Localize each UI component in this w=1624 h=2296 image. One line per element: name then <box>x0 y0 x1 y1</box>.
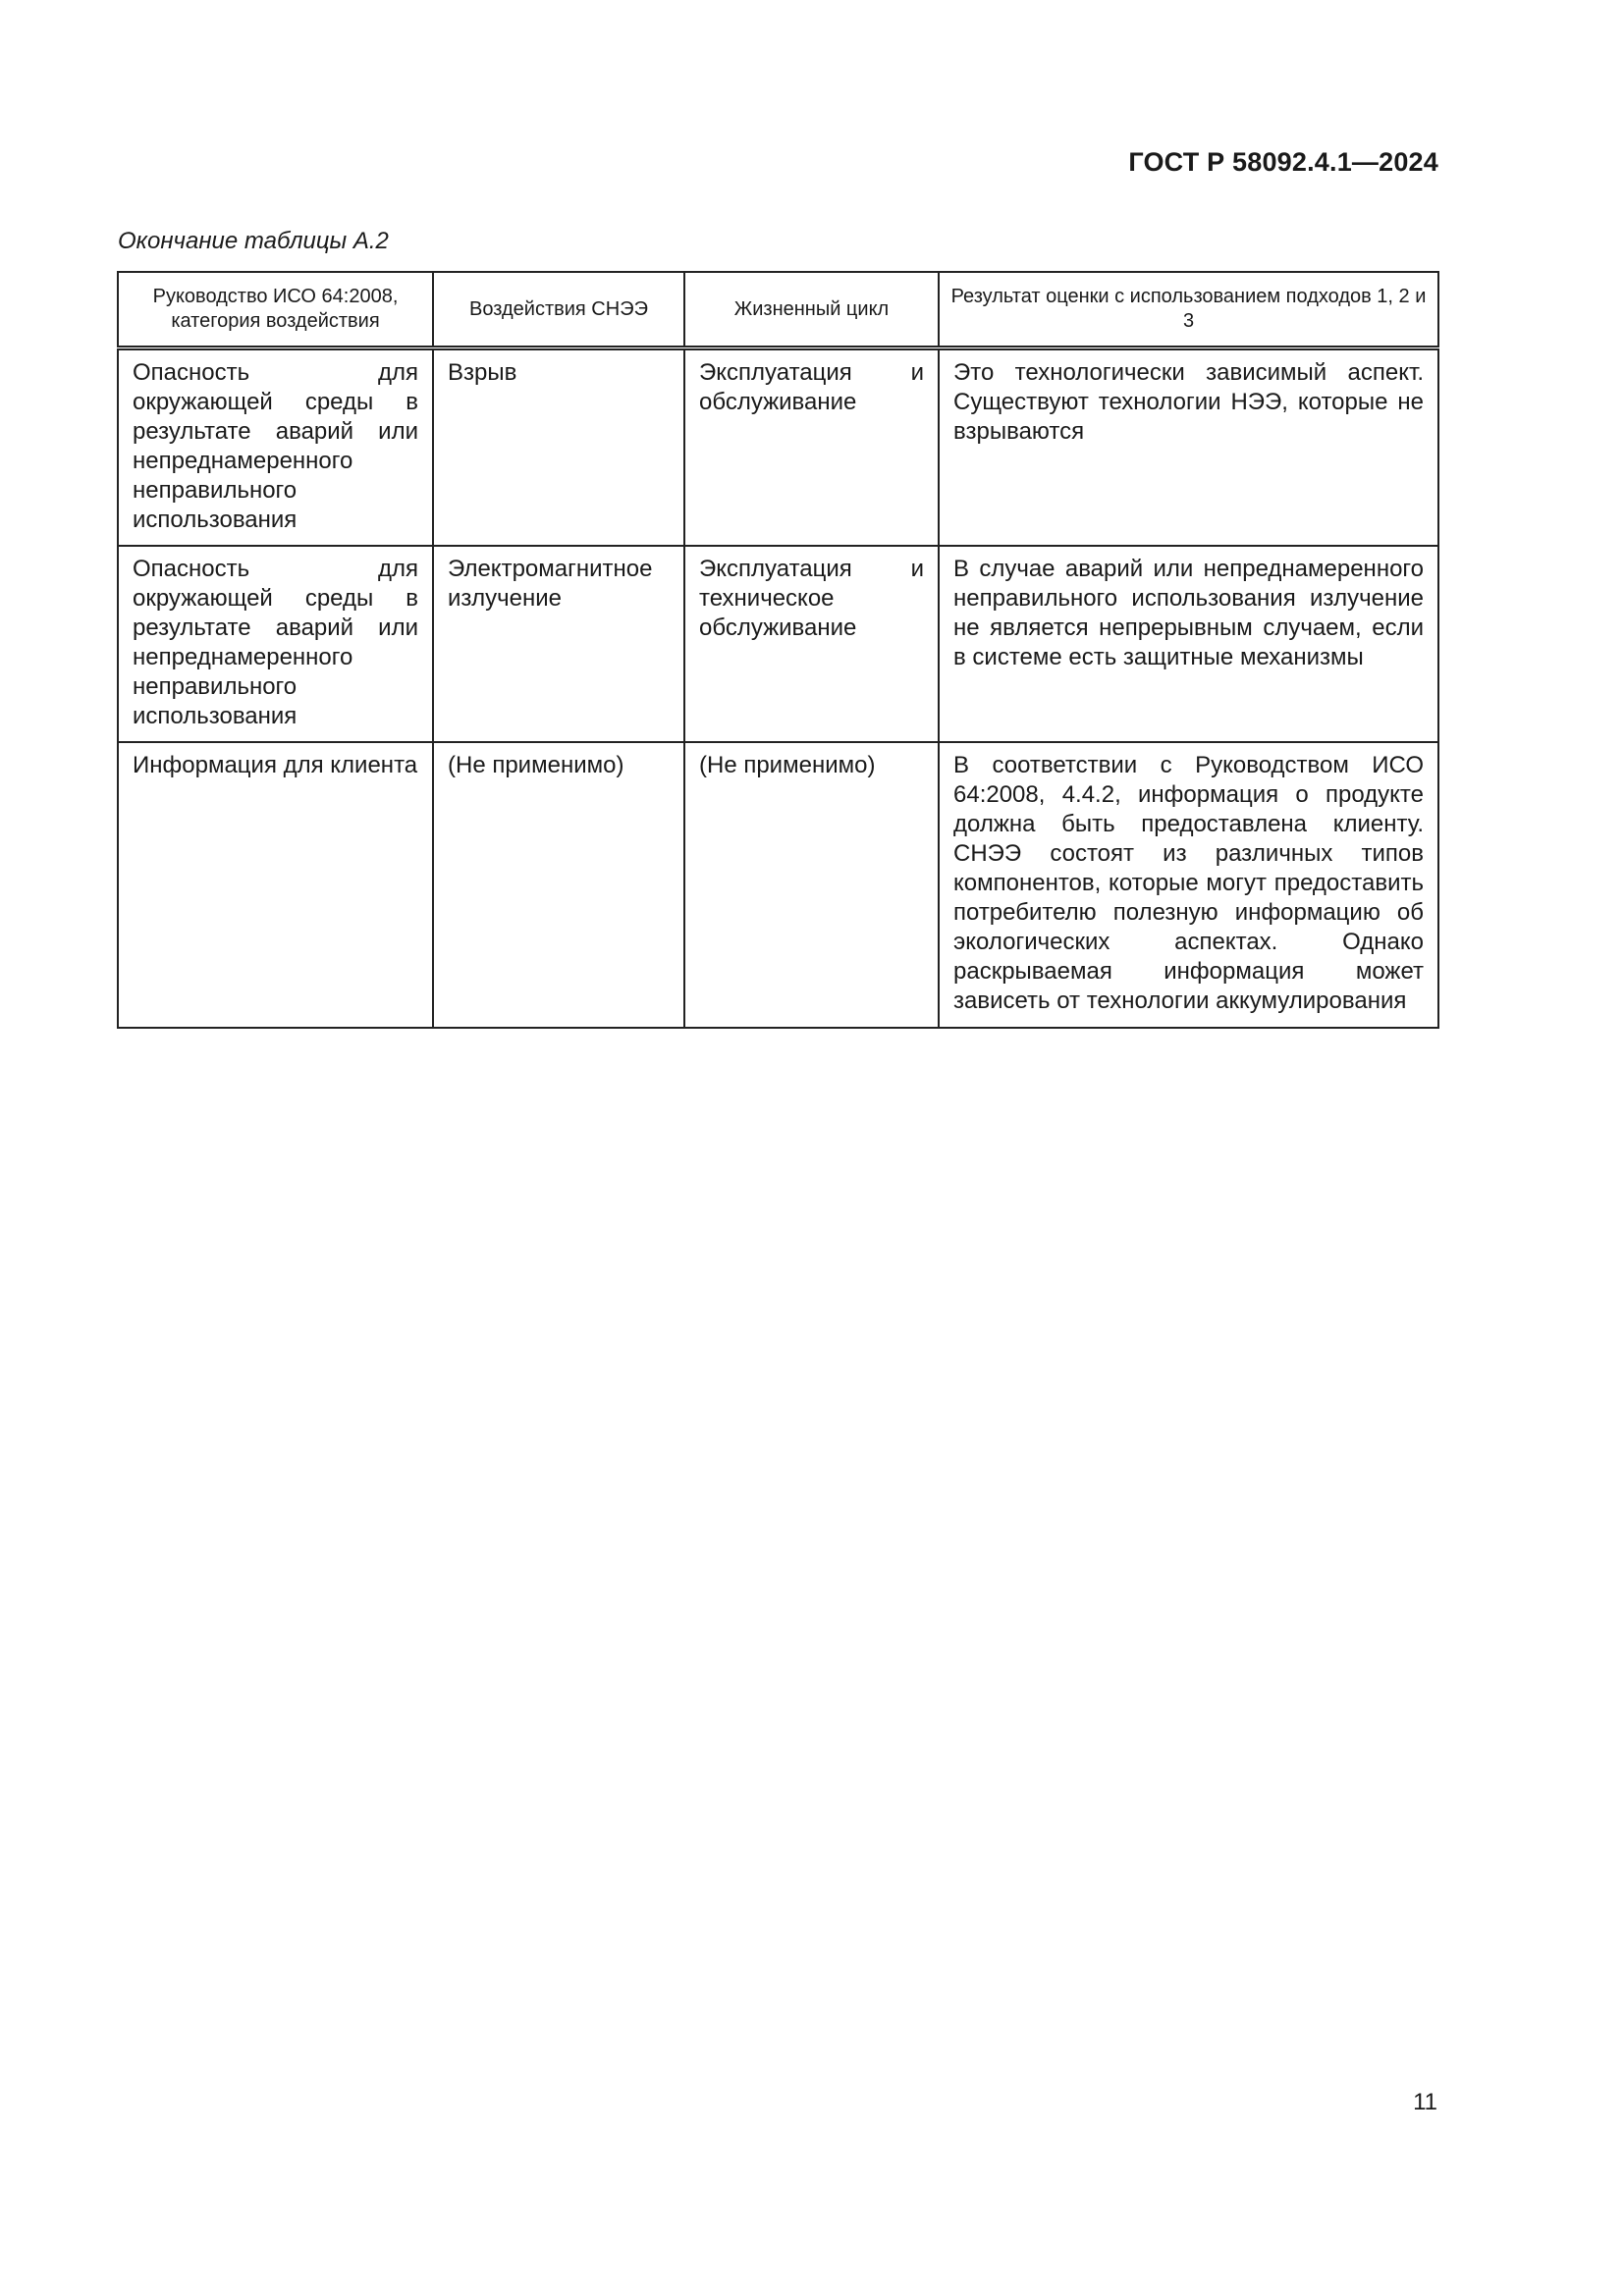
cell-result: В соответствии с Руководством ИСО 64:2008, 4.4.2, информация о продукте должна быть предоставлена клиенту. СНЭЭ состоят из различных типов компонентов, которые могут предоставить потребителю полезную информацию об экологических аспектах. Однако раскрываемая информация может зависеть от технологии аккумулирования <box>939 742 1438 1028</box>
cell-result: В случае аварий или непреднамеренного неправильного использования излучение не является непрерывным случаем, если в системе есть защитные механизмы <box>939 546 1438 742</box>
column-header-category: Руководство ИСО 64:2008, категория воздействия <box>118 272 433 348</box>
cell-lifecycle: (Не применимо) <box>684 742 939 1028</box>
table-caption: Окончание таблицы А.2 <box>118 228 389 254</box>
cell-lifecycle: Эксплуатация и обслуживание <box>684 348 939 547</box>
cell-category: Опасность для окружающей среды в результате аварий или непреднамеренного неправильного использования <box>118 546 433 742</box>
cell-category: Информация для клиента <box>118 742 433 1028</box>
cell-impact: Электромагнитное излучение <box>433 546 684 742</box>
table-row <box>118 742 1438 1028</box>
table-row <box>118 546 1438 742</box>
cell-lifecycle: Эксплуатация и техническое обслуживание <box>684 546 939 742</box>
cell-impact: (Не применимо) <box>433 742 684 1028</box>
column-header-impact: Воздействия СНЭЭ <box>433 272 684 348</box>
cell-result: Это технологически зависимый аспект. Существуют технологии НЭЭ, которые не взрываются <box>939 348 1438 547</box>
cell-category: Опасность для окружающей среды в результате аварий или непреднамеренного неправильного использования <box>118 348 433 547</box>
assessment-table <box>117 271 1439 1029</box>
column-header-result: Результат оценки с использованием подходов 1, 2 и 3 <box>939 272 1438 348</box>
table-header-row <box>118 272 1438 348</box>
cell-impact: Взрыв <box>433 348 684 547</box>
column-header-lifecycle: Жизненный цикл <box>684 272 939 348</box>
page-number: 11 <box>1413 2089 1437 2115</box>
document-number: ГОСТ Р 58092.4.1—2024 <box>1128 147 1438 177</box>
table-row <box>118 348 1438 547</box>
